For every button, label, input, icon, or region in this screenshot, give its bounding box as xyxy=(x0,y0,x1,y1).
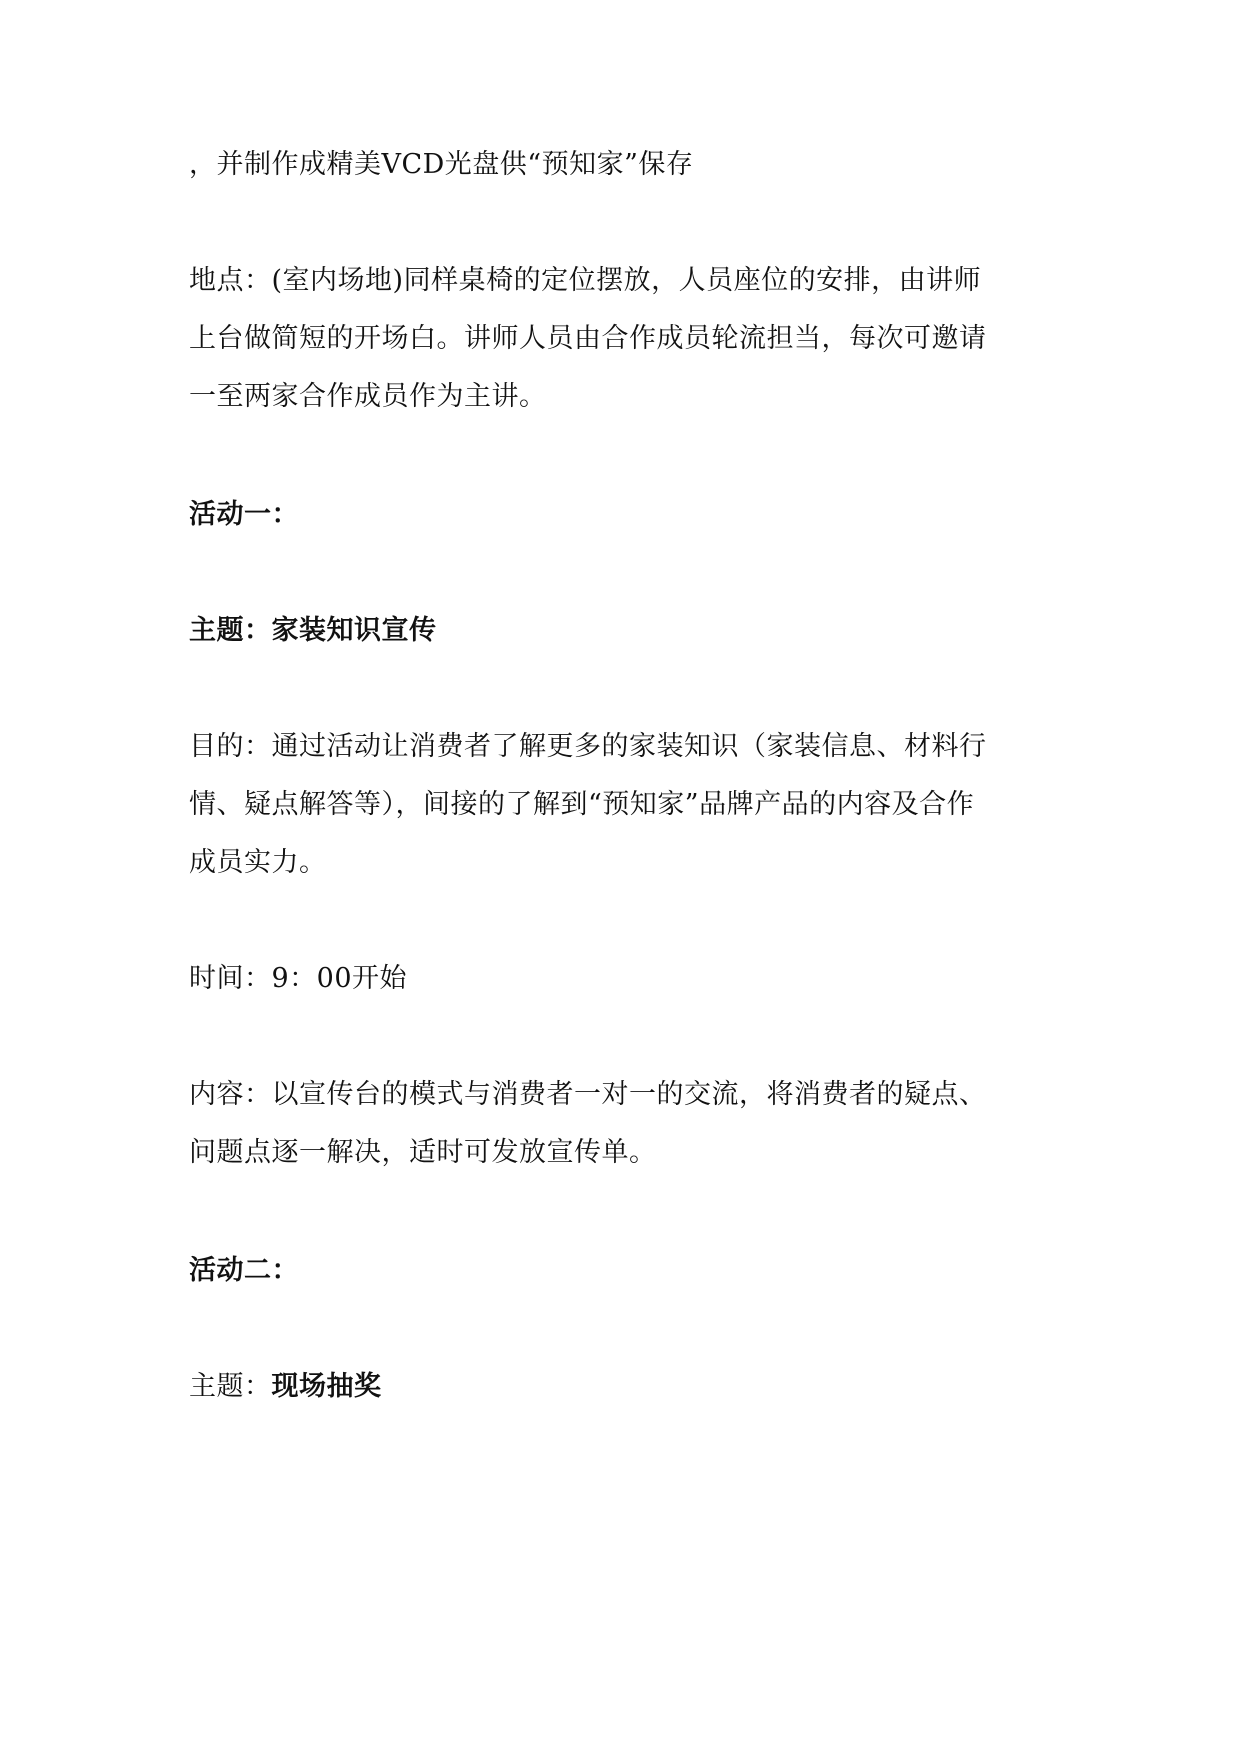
activity-two-heading: 活动二： xyxy=(189,1255,299,1286)
location-line-3: 一至两家合作成员作为主讲。 xyxy=(189,381,547,412)
activity-two-theme-value: 现场抽奖 xyxy=(271,1371,382,1402)
activity-one-theme xyxy=(189,613,437,649)
purpose-line-2: 情、疑点解答等），间接的了解到“预知家”品牌产品的内容及合作 xyxy=(189,789,975,820)
intro-line: ，并制作成精美VCD光盘供“预知家”保存 xyxy=(189,149,694,180)
time-line: 时间：9：00开始 xyxy=(189,963,408,994)
content-line-1: 内容：以宣传台的模式与消费者一对一的交流，将消费者的疑点、 xyxy=(189,1079,987,1110)
location-line-1: 地点：(室内场地)同样桌椅的定位摆放，人员座位的安排，由讲师 xyxy=(189,265,982,296)
content-line-2: 问题点逐一解决，适时可发放宣传单。 xyxy=(189,1137,657,1168)
location-line-2: 上台做简短的开场白。讲师人员由合作成员轮流担当，每次可邀请 xyxy=(189,323,987,354)
activity-one-heading: 活动一： xyxy=(189,499,299,530)
activity-two-theme-label: 主题： xyxy=(189,1371,272,1402)
purpose-line-3: 成员实力。 xyxy=(189,847,327,878)
activity-one-theme-value: 家装知识宣传 xyxy=(271,615,437,646)
activity-one-theme-label: 主题： xyxy=(189,615,272,646)
purpose-line-1: 目的：通过活动让消费者了解更多的家装知识（家装信息、材料行 xyxy=(189,731,987,762)
activity-two-theme xyxy=(189,1369,382,1405)
